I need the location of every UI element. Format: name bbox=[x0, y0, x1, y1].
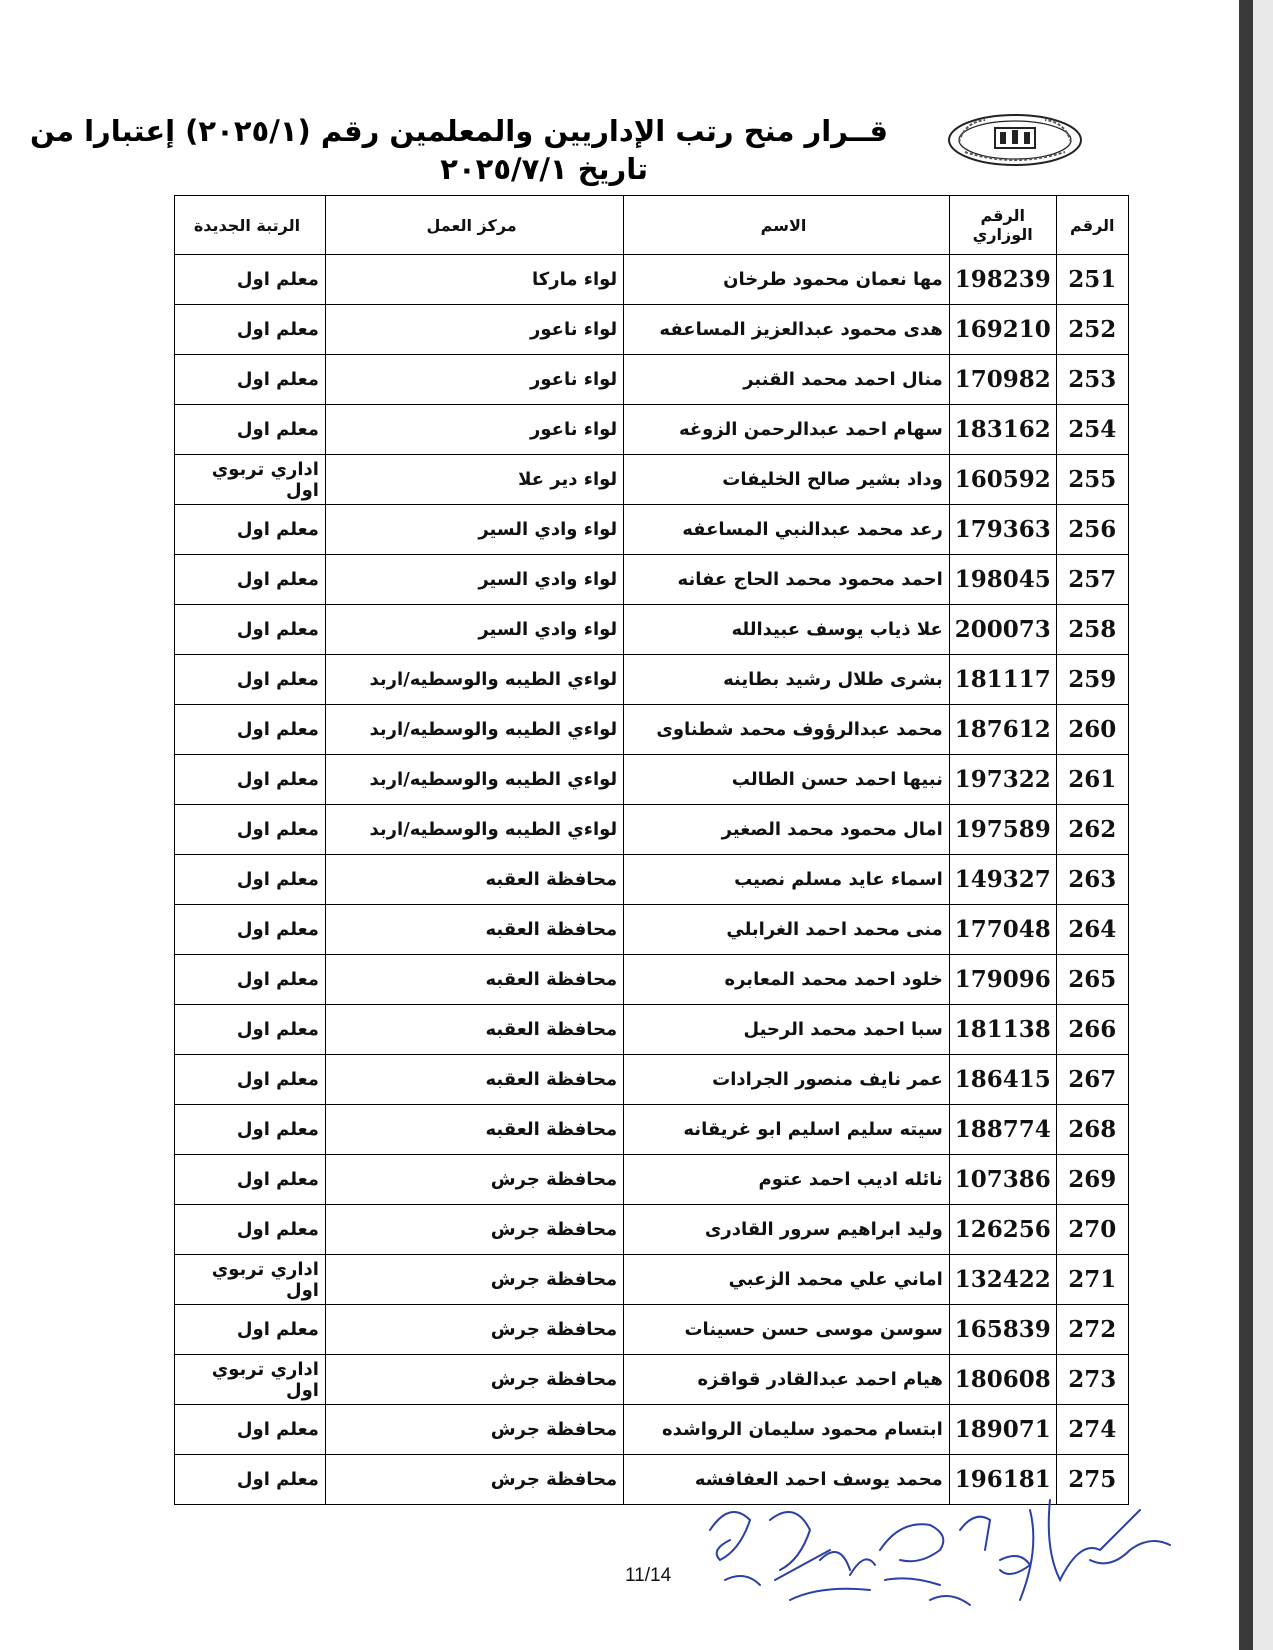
ministry-id-cell: 198239 bbox=[949, 255, 1056, 305]
ministry-id-cell: 107386 bbox=[949, 1155, 1056, 1205]
table-row bbox=[175, 955, 1129, 1005]
table-row bbox=[175, 705, 1129, 755]
ministry-id-cell: 179363 bbox=[949, 505, 1056, 555]
table-row bbox=[175, 1205, 1129, 1255]
new-rank-cell: معلم اول bbox=[175, 505, 326, 555]
row-number-cell: 251 bbox=[1056, 255, 1128, 305]
new-rank-cell: اداري تربوي اول bbox=[175, 455, 326, 505]
row-number-cell: 273 bbox=[1056, 1355, 1128, 1405]
ministry-id-cell: 126256 bbox=[949, 1205, 1056, 1255]
workplace-cell: لواء وادي السير bbox=[325, 605, 623, 655]
ministry-id-cell: 180608 bbox=[949, 1355, 1056, 1405]
ministry-id-cell: 160592 bbox=[949, 455, 1056, 505]
table-row bbox=[175, 555, 1129, 605]
workplace-cell: محافظة العقبه bbox=[325, 855, 623, 905]
employee-name-cell: عمر نايف منصور الجرادات bbox=[624, 1055, 950, 1105]
new-rank-cell: اداري تربوي اول bbox=[175, 1255, 326, 1305]
row-number-cell: 254 bbox=[1056, 405, 1128, 455]
row-number-cell: 275 bbox=[1056, 1455, 1128, 1505]
employee-name-cell: احمد محمود محمد الحاج عفانه bbox=[624, 555, 950, 605]
new-rank-cell: معلم اول bbox=[175, 755, 326, 805]
workplace-cell: لواء ناعور bbox=[325, 355, 623, 405]
ministry-id-cell: 198045 bbox=[949, 555, 1056, 605]
workplace-cell: لواء دير علا bbox=[325, 455, 623, 505]
new-rank-cell: معلم اول bbox=[175, 1305, 326, 1355]
row-number-cell: 261 bbox=[1056, 755, 1128, 805]
employee-name-cell: رعد محمد عبدالنبي المساعفه bbox=[624, 505, 950, 555]
title-line-1: قــرار منح رتب الإداريين والمعلمين رقم (٢٠٢٥/١) إعتبارا من bbox=[29, 114, 888, 148]
ranks-table bbox=[174, 195, 1129, 1505]
ministry-id-cell: 169210 bbox=[949, 305, 1056, 355]
row-number-cell: 271 bbox=[1056, 1255, 1128, 1305]
new-rank-cell: معلم اول bbox=[175, 705, 326, 755]
new-rank-cell: معلم اول bbox=[175, 955, 326, 1005]
page-number: 11/14 bbox=[625, 1565, 672, 1586]
row-number-cell: 270 bbox=[1056, 1205, 1128, 1255]
new-rank-cell: معلم اول bbox=[175, 255, 326, 305]
ministry-id-cell: 197322 bbox=[949, 755, 1056, 805]
ministry-id-cell: 188774 bbox=[949, 1105, 1056, 1155]
ministry-id-cell: 186415 bbox=[949, 1055, 1056, 1105]
new-rank-cell: معلم اول bbox=[175, 805, 326, 855]
row-number-cell: 274 bbox=[1056, 1405, 1128, 1455]
row-number-cell: 253 bbox=[1056, 355, 1128, 405]
employee-name-cell: سيته سليم اسليم ابو غريقانه bbox=[624, 1105, 950, 1155]
table-row bbox=[175, 1005, 1129, 1055]
workplace-cell: لواء وادي السير bbox=[325, 505, 623, 555]
new-rank-cell: معلم اول bbox=[175, 1455, 326, 1505]
header-new-rank: الرتبة الجديدة bbox=[175, 196, 326, 255]
workplace-cell: محافظة جرش bbox=[325, 1455, 623, 1505]
workplace-cell: محافظة جرش bbox=[325, 1155, 623, 1205]
new-rank-cell: اداري تربوي اول bbox=[175, 1355, 326, 1405]
employee-name-cell: اسماء عايد مسلم نصيب bbox=[624, 855, 950, 905]
new-rank-cell: معلم اول bbox=[175, 555, 326, 605]
ministry-id-cell: 170982 bbox=[949, 355, 1056, 405]
ministry-id-cell: 132422 bbox=[949, 1255, 1056, 1305]
ministry-id-cell: 181138 bbox=[949, 1005, 1056, 1055]
workplace-cell: محافظة العقبه bbox=[325, 1105, 623, 1155]
ministry-id-cell: 183162 bbox=[949, 405, 1056, 455]
table-row bbox=[175, 855, 1129, 905]
table-row bbox=[175, 255, 1129, 305]
workplace-cell: محافظة العقبه bbox=[325, 905, 623, 955]
row-number-cell: 263 bbox=[1056, 855, 1128, 905]
ministry-id-cell: 187612 bbox=[949, 705, 1056, 755]
new-rank-cell: معلم اول bbox=[175, 905, 326, 955]
new-rank-cell: معلم اول bbox=[175, 305, 326, 355]
employee-name-cell: سوسن موسى حسن حسينات bbox=[624, 1305, 950, 1355]
workplace-cell: محافظة العقبه bbox=[325, 1055, 623, 1105]
ministry-id-cell: 179096 bbox=[949, 955, 1056, 1005]
employee-name-cell: ابتسام محمود سليمان الرواشده bbox=[624, 1405, 950, 1455]
table-row bbox=[175, 405, 1129, 455]
workplace-cell: محافظة جرش bbox=[325, 1305, 623, 1355]
row-number-cell: 264 bbox=[1056, 905, 1128, 955]
employee-name-cell: امال محمود محمد الصغير bbox=[624, 805, 950, 855]
title-line-2: تاريخ ٢٠٢٥/٧/١ bbox=[440, 152, 648, 186]
new-rank-cell: معلم اول bbox=[175, 1055, 326, 1105]
ministry-id-cell: 197589 bbox=[949, 805, 1056, 855]
employee-name-cell: منى محمد احمد الغرابلي bbox=[624, 905, 950, 955]
employee-name-cell: خلود احمد محمد المعابره bbox=[624, 955, 950, 1005]
row-number-cell: 266 bbox=[1056, 1005, 1128, 1055]
table-row bbox=[175, 355, 1129, 405]
ministry-seal-icon bbox=[945, 112, 1085, 168]
table-row bbox=[175, 605, 1129, 655]
workplace-cell: لواءي الطيبه والوسطيه/اربد bbox=[325, 755, 623, 805]
employee-name-cell: اماني علي محمد الزعبي bbox=[624, 1255, 950, 1305]
new-rank-cell: معلم اول bbox=[175, 1155, 326, 1205]
table-row bbox=[175, 905, 1129, 955]
employee-name-cell: سهام احمد عبدالرحمن الزوغه bbox=[624, 405, 950, 455]
workplace-cell: لواءي الطيبه والوسطيه/اربد bbox=[325, 655, 623, 705]
new-rank-cell: معلم اول bbox=[175, 1005, 326, 1055]
ministry-id-cell: 181117 bbox=[949, 655, 1056, 705]
workplace-cell: لواءي الطيبه والوسطيه/اربد bbox=[325, 705, 623, 755]
table-row bbox=[175, 1305, 1129, 1355]
new-rank-cell: معلم اول bbox=[175, 1405, 326, 1455]
ministry-id-cell: 177048 bbox=[949, 905, 1056, 955]
header-workplace: مركز العمل bbox=[325, 196, 623, 255]
table-row bbox=[175, 455, 1129, 505]
workplace-cell: لواء ماركا bbox=[325, 255, 623, 305]
workplace-cell: محافظة جرش bbox=[325, 1205, 623, 1255]
new-rank-cell: معلم اول bbox=[175, 655, 326, 705]
new-rank-cell: معلم اول bbox=[175, 355, 326, 405]
workplace-cell: لواء ناعور bbox=[325, 405, 623, 455]
row-number-cell: 258 bbox=[1056, 605, 1128, 655]
ministry-id-cell: 165839 bbox=[949, 1305, 1056, 1355]
workplace-cell: لواء ناعور bbox=[325, 305, 623, 355]
row-number-cell: 260 bbox=[1056, 705, 1128, 755]
workplace-cell: محافظة جرش bbox=[325, 1355, 623, 1405]
employee-name-cell: منال احمد محمد القنبر bbox=[624, 355, 950, 405]
table-row bbox=[175, 1055, 1129, 1105]
table-header-row bbox=[175, 196, 1129, 255]
workplace-cell: محافظة العقبه bbox=[325, 1005, 623, 1055]
employee-name-cell: محمد عبدالرؤوف محمد شطناوى bbox=[624, 705, 950, 755]
workplace-cell: محافظة جرش bbox=[325, 1405, 623, 1455]
employee-name-cell: مها نعمان محمود طرخان bbox=[624, 255, 950, 305]
signatures-image bbox=[700, 1490, 1180, 1640]
header-ministry-id: الرقم الوزاري bbox=[949, 196, 1056, 255]
table-row bbox=[175, 1105, 1129, 1155]
table-row bbox=[175, 1155, 1129, 1205]
employee-name-cell: نبيها احمد حسن الطالب bbox=[624, 755, 950, 805]
row-number-cell: 259 bbox=[1056, 655, 1128, 705]
row-number-cell: 256 bbox=[1056, 505, 1128, 555]
row-number-cell: 265 bbox=[1056, 955, 1128, 1005]
workplace-cell: لواء وادي السير bbox=[325, 555, 623, 605]
employee-name-cell: علا ذياب يوسف عبيدالله bbox=[624, 605, 950, 655]
workplace-cell: محافظة جرش bbox=[325, 1255, 623, 1305]
row-number-cell: 257 bbox=[1056, 555, 1128, 605]
table-row bbox=[175, 1255, 1129, 1305]
employee-name-cell: هيام احمد عبدالقادر قواقزه bbox=[624, 1355, 950, 1405]
new-rank-cell: معلم اول bbox=[175, 1205, 326, 1255]
new-rank-cell: معلم اول bbox=[175, 855, 326, 905]
ministry-id-cell: 196181 bbox=[949, 1455, 1056, 1505]
table-row bbox=[175, 1355, 1129, 1405]
row-number-cell: 267 bbox=[1056, 1055, 1128, 1105]
table-row bbox=[175, 655, 1129, 705]
workplace-cell: محافظة العقبه bbox=[325, 955, 623, 1005]
new-rank-cell: معلم اول bbox=[175, 605, 326, 655]
page-edge-shadow bbox=[1253, 0, 1273, 1650]
table-row bbox=[175, 805, 1129, 855]
document-title bbox=[29, 112, 888, 188]
table-row bbox=[175, 755, 1129, 805]
employee-name-cell: محمد يوسف احمد العفافشه bbox=[624, 1455, 950, 1505]
new-rank-cell: معلم اول bbox=[175, 1105, 326, 1155]
header-name: الاسم bbox=[624, 196, 950, 255]
employee-name-cell: نائله اديب احمد عتوم bbox=[624, 1155, 950, 1205]
employee-name-cell: وداد بشير صالح الخليفات bbox=[624, 455, 950, 505]
row-number-cell: 255 bbox=[1056, 455, 1128, 505]
ministry-id-cell: 189071 bbox=[949, 1405, 1056, 1455]
workplace-cell: لواءي الطيبه والوسطيه/اربد bbox=[325, 805, 623, 855]
employee-name-cell: سبا احمد محمد الرحيل bbox=[624, 1005, 950, 1055]
employee-name-cell: بشرى طلال رشيد بطاينه bbox=[624, 655, 950, 705]
ministry-id-cell: 200073 bbox=[949, 605, 1056, 655]
employee-name-cell: هدى محمود عبدالعزيز المساعفه bbox=[624, 305, 950, 355]
table-row bbox=[175, 305, 1129, 355]
ministry-id-cell: 149327 bbox=[949, 855, 1056, 905]
new-rank-cell: معلم اول bbox=[175, 405, 326, 455]
row-number-cell: 272 bbox=[1056, 1305, 1128, 1355]
row-number-cell: 262 bbox=[1056, 805, 1128, 855]
row-number-cell: 252 bbox=[1056, 305, 1128, 355]
table-row bbox=[175, 1405, 1129, 1455]
row-number-cell: 268 bbox=[1056, 1105, 1128, 1155]
header-no: الرقم bbox=[1056, 196, 1128, 255]
employee-name-cell: وليد ابراهيم سرور القادرى bbox=[624, 1205, 950, 1255]
row-number-cell: 269 bbox=[1056, 1155, 1128, 1205]
table-row bbox=[175, 505, 1129, 555]
